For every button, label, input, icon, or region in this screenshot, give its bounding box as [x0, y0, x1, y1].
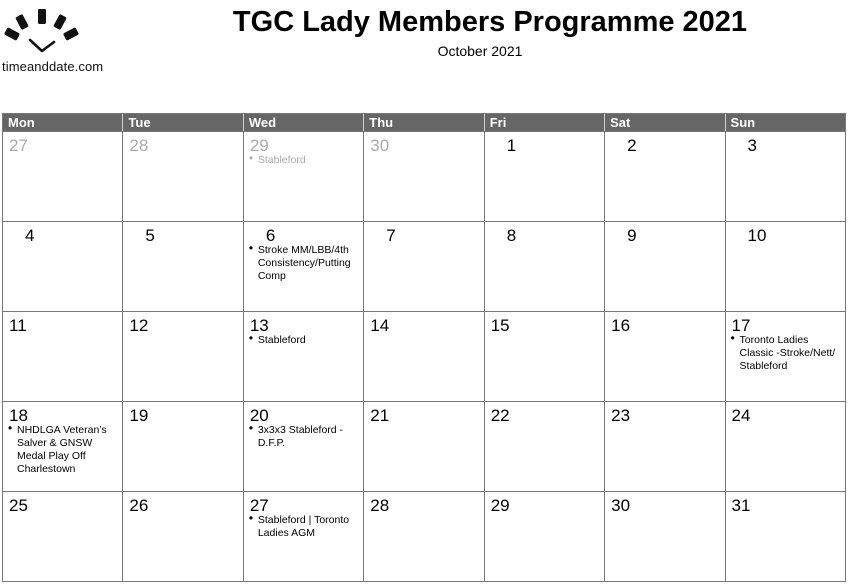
day-number: 23	[611, 406, 631, 425]
month-calendar	[2, 113, 846, 582]
day-cell	[605, 402, 725, 491]
day-number: 2	[627, 136, 637, 155]
day-number: 29	[249, 136, 269, 155]
event-item: • Toronto Ladies Classic -Stroke/Nett/ Stableford	[731, 334, 841, 373]
day-number: 4	[25, 226, 35, 245]
day-cell	[726, 132, 845, 221]
day-cell	[485, 312, 605, 401]
calendar-week-row	[3, 221, 845, 311]
day-number: 7	[386, 226, 396, 245]
calendar-weeks	[3, 131, 845, 581]
event-list	[8, 424, 118, 476]
event-list	[249, 154, 359, 167]
day-number: 17	[731, 316, 751, 335]
day-cell	[485, 132, 605, 221]
day-number: 21	[370, 406, 390, 425]
day-cell	[244, 132, 364, 221]
day-cell	[605, 132, 725, 221]
day-cell	[726, 312, 845, 401]
day-number: 11	[9, 316, 27, 335]
day-cell	[244, 492, 364, 581]
day-number: 24	[731, 406, 751, 425]
day-cell	[726, 492, 845, 581]
logo-text: timeanddate.com	[2, 59, 104, 74]
weekday-header	[3, 114, 845, 131]
day-number: 22	[490, 406, 510, 425]
day-number: 30	[370, 136, 390, 155]
day-number: 19	[129, 406, 149, 425]
day-number: 13	[249, 316, 269, 335]
day-cell	[3, 492, 123, 581]
calendar-week-row	[3, 401, 845, 491]
event-list	[731, 334, 841, 373]
month-subtitle: October 2021	[437, 43, 523, 59]
day-number: 10	[747, 226, 767, 245]
day-number: 5	[145, 226, 155, 245]
day-cell	[485, 402, 605, 491]
day-cell	[605, 222, 725, 311]
day-number: 26	[129, 496, 149, 515]
event-item: • NHDLGA Veteran’s Salver & GNSW Medal Play Off Charlestown	[8, 424, 118, 476]
weekday-tue: Tue	[123, 114, 243, 131]
day-number: 29	[490, 496, 510, 515]
day-cell	[3, 222, 123, 311]
day-number: 27	[9, 136, 28, 155]
day-cell	[244, 312, 364, 401]
event-item: • Stroke MM/LBB/4th Consistency/Putting Comp	[249, 244, 359, 283]
weekday-sat: Sat	[605, 114, 725, 131]
event-item: • Stableford | Toronto Ladies AGM	[249, 514, 359, 540]
day-number: 25	[9, 496, 28, 515]
day-cell	[605, 312, 725, 401]
day-cell	[123, 132, 243, 221]
event-list	[249, 424, 359, 450]
event-list	[249, 514, 359, 540]
weekday-sun: Sun	[730, 115, 756, 130]
event-item: • Stableford	[249, 334, 359, 347]
day-number: 31	[731, 496, 751, 515]
day-cell	[244, 402, 364, 491]
event-item: • 3x3x3 Stableford - D.F.P.	[249, 424, 359, 450]
day-cell	[726, 222, 845, 311]
day-cell	[123, 222, 243, 311]
weekday-mon: Mon	[3, 114, 123, 131]
calendar-week-row	[3, 311, 845, 401]
day-number: 28	[370, 496, 390, 515]
day-cell	[3, 132, 123, 221]
day-cell	[3, 312, 123, 401]
event-list	[249, 334, 359, 347]
day-number: 15	[490, 316, 510, 335]
day-cell	[364, 492, 484, 581]
day-cell	[485, 492, 605, 581]
event-item: • Stableford	[249, 154, 359, 167]
day-cell	[123, 402, 243, 491]
day-number: 28	[129, 136, 149, 155]
day-cell	[3, 402, 123, 491]
day-cell	[364, 312, 484, 401]
clock-logo-icon	[4, 6, 84, 56]
timeanddate-logo[interactable]	[0, 6, 120, 72]
day-cell	[244, 222, 364, 311]
day-number: 18	[9, 406, 28, 425]
day-cell	[485, 222, 605, 311]
day-number: 8	[506, 226, 517, 245]
calendar-week-row	[3, 491, 845, 581]
day-cell	[605, 492, 725, 581]
day-number: 16	[611, 316, 631, 335]
day-number: 27	[249, 496, 269, 515]
day-cell	[123, 312, 243, 401]
day-cell	[364, 132, 484, 221]
day-cell	[123, 492, 243, 581]
weekday-thu: Thu	[364, 114, 484, 131]
day-number: 6	[265, 226, 276, 245]
day-number: 30	[611, 496, 631, 515]
day-number: 14	[370, 316, 390, 335]
weekday-fri: Fri	[485, 114, 605, 131]
day-cell	[726, 402, 845, 491]
day-number: 3	[747, 136, 757, 155]
page-title: TGC Lady Members Programme 2021	[232, 6, 748, 38]
day-number: 12	[129, 316, 149, 335]
day-number: 1	[506, 136, 517, 155]
event-list	[249, 244, 359, 283]
day-number: 20	[249, 406, 269, 425]
day-cell	[364, 402, 484, 491]
weekday-wed: Wed	[244, 114, 364, 131]
day-number: 9	[627, 226, 637, 245]
day-cell	[364, 222, 484, 311]
calendar-week-row	[3, 131, 845, 221]
